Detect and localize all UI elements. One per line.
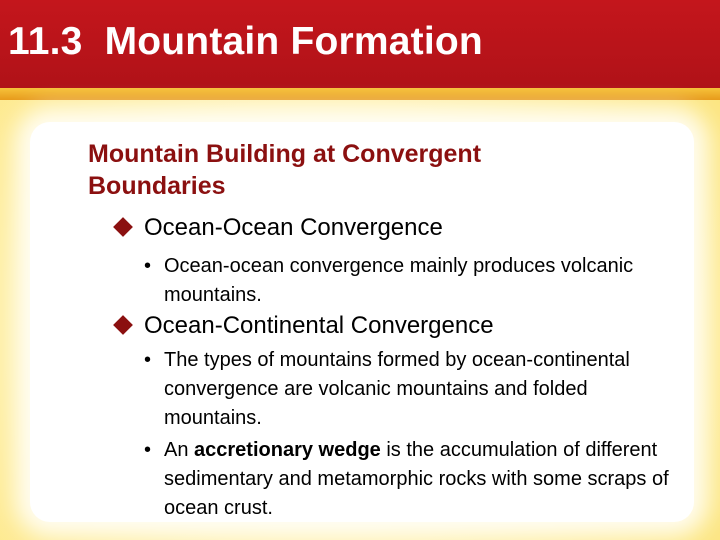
section-number: 11.3 (8, 20, 83, 63)
topic-label: Ocean-Ocean Convergence (144, 214, 443, 241)
detail-text: An accretionary wedge is the accumulation of different sedimentary and metamorphic rocks with some scraps of ocean crust. (164, 439, 669, 519)
detail-point (144, 252, 644, 310)
key-term: accretionary wedge (194, 439, 381, 461)
topic-ocean-continental (110, 312, 494, 340)
topic-label: Ocean-Continental Convergence (144, 312, 494, 339)
diamond-bullet-icon (113, 315, 133, 335)
topic-ocean-ocean (110, 214, 443, 242)
bullet-dot-icon: • (144, 439, 152, 461)
slide-title-text: Mountain Formation (104, 20, 483, 63)
section-heading: Mountain Building at Convergent Boundaries (88, 140, 482, 200)
detail-text: Ocean-ocean convergence mainly produces volcanic mountains. (164, 255, 634, 306)
detail-text: The types of mountains formed by ocean-continental convergence are volcanic mountains and folded mountains. (164, 349, 630, 429)
bullet-dot-icon: • (144, 255, 152, 277)
bullet-dot-icon: • (144, 349, 152, 371)
detail-point (144, 436, 684, 523)
detail-point (144, 346, 684, 433)
diamond-bullet-icon (113, 217, 133, 237)
